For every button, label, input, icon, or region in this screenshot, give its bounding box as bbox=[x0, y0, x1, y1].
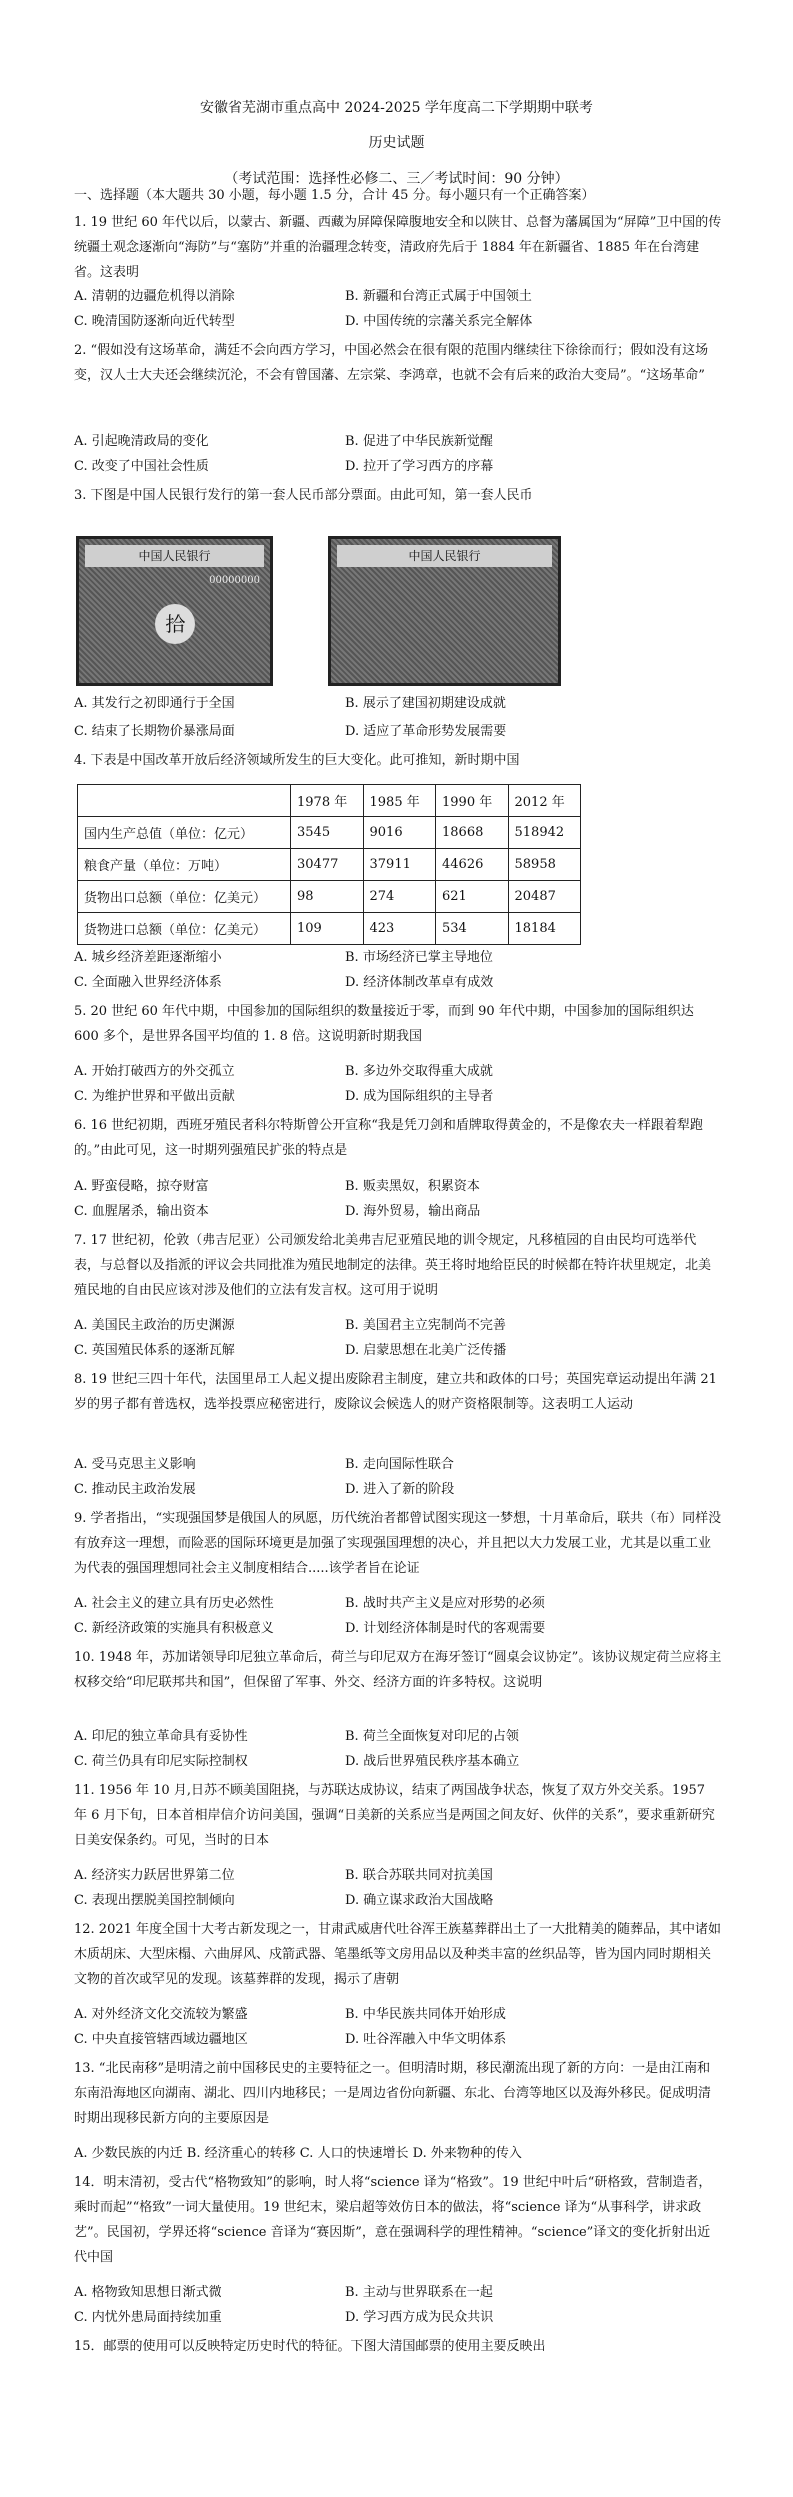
table-header-cell: 1985 年 bbox=[363, 785, 436, 817]
q5-option-d[interactable]: D. 成为国际组织的主导者 bbox=[345, 1089, 494, 1104]
table-cell: 274 bbox=[363, 881, 436, 913]
table-row bbox=[78, 817, 581, 849]
q3-option-d[interactable]: D. 适应了革命形势发展需要 bbox=[345, 724, 507, 739]
table-cell: 423 bbox=[363, 913, 436, 945]
exam-title: 安徽省芜湖市重点高中 2024-2025 学年度高二下学期期中联考 bbox=[200, 100, 593, 116]
q1-option-d[interactable]: D. 中国传统的宗藩关系完全解体 bbox=[345, 314, 533, 329]
q10-option-a[interactable]: A. 印尼的独立革命具有妥协性 bbox=[74, 1729, 248, 1744]
q4-option-a[interactable]: A. 城乡经济差距逐渐缩小 bbox=[74, 950, 222, 965]
table-header-cell: 2012 年 bbox=[508, 785, 581, 817]
table-header-cell: 1978 年 bbox=[291, 785, 364, 817]
q13-options[interactable]: A. 少数民族的内迁 B. 经济重心的转移 C. 人口的快速增长 D. 外来物种的传入 bbox=[74, 2146, 522, 2161]
q14-option-b[interactable]: B. 主动与世界联系在一起 bbox=[345, 2285, 493, 2300]
economic-data-table bbox=[77, 784, 581, 945]
q1-option-c[interactable]: C. 晚清国防逐渐向近代转型 bbox=[74, 314, 235, 329]
table-cell: 国内生产总值（单位：亿元） bbox=[78, 817, 291, 849]
question-12-stem: 12. 2021 年度全国十大考古新发现之一，甘肃武威唐代吐谷浑王族墓葬群出土了一大批精美的随葬品，其中诸如木质胡床、大型床榻、六曲屏风、戍箭武器、笔墨纸等文房用品以及种类丰富的丝织品等，皆为国内同时期相关文物的首次或罕见的发现。该墓葬群的发现，揭示了唐朝 bbox=[74, 1922, 722, 1987]
question-8-stem: 8. 19 世纪三四十年代，法国里昂工人起义提出废除君主制度，建立共和政体的口号；英国宪章运动提出年满 21 岁的男子都有普选权，选举投票应秘密进行，废除议会候选人的财产资格限制等。这表明工人运动 bbox=[74, 1372, 717, 1412]
table-header-row bbox=[78, 785, 581, 817]
table-cell: 44626 bbox=[436, 849, 509, 881]
banknote-1-value: 拾 bbox=[155, 604, 195, 644]
table-cell: 518942 bbox=[508, 817, 581, 849]
q3-option-c[interactable]: C. 结束了长期物价暴涨局面 bbox=[74, 724, 235, 739]
q12-option-c[interactable]: C. 中央直接管辖西域边疆地区 bbox=[74, 2032, 248, 2047]
exam-subject: 历史试题 bbox=[368, 135, 425, 151]
q10-option-b[interactable]: B. 荷兰全面恢复对印尼的占领 bbox=[345, 1729, 519, 1744]
q9-option-c[interactable]: C. 新经济政策的实施具有积极意义 bbox=[74, 1621, 274, 1636]
table-cell: 98 bbox=[291, 881, 364, 913]
q12-option-d[interactable]: D. 吐谷浑融入中华文明体系 bbox=[345, 2032, 507, 2047]
table-cell: 9016 bbox=[363, 817, 436, 849]
table-row bbox=[78, 913, 581, 945]
q6-option-d[interactable]: D. 海外贸易，输出商品 bbox=[345, 1204, 481, 1219]
question-11-stem: 11. 1956 年 10 月,日苏不顾美国阻挠，与苏联达成协议，结束了两国战争状态，恢复了双方外交关系。1957 年 6 月下旬，日本首相岸信介访问美国，强调“日美新的关系应当是两国之间友好、伙伴的关系”，要求重新研究日美安保条约。可见，当时的日本 bbox=[74, 1783, 715, 1848]
question-5-stem: 5. 20 世纪 60 年代中期，中国参加的国际组织的数量接近于零，而到 90 年代中期，中国参加的国际组织达 600 多个，是世界各国平均值的 1. 8 倍。这说明新时期我国 bbox=[74, 1004, 694, 1044]
table-cell: 30477 bbox=[291, 849, 364, 881]
table-cell: 粮食产量（单位：万吨） bbox=[78, 849, 291, 881]
q12-option-a[interactable]: A. 对外经济文化交流较为繁盛 bbox=[74, 2007, 248, 2022]
q7-option-b[interactable]: B. 美国君主立宪制尚不完善 bbox=[345, 1318, 506, 1333]
q9-option-d[interactable]: D. 计划经济体制是时代的客观需要 bbox=[345, 1621, 546, 1636]
q2-option-c[interactable]: C. 改变了中国社会性质 bbox=[74, 459, 209, 474]
q5-option-c[interactable]: C. 为维护世界和平做出贡献 bbox=[74, 1089, 235, 1104]
table-row bbox=[78, 849, 581, 881]
q1-option-b[interactable]: B. 新疆和台湾正式属于中国领土 bbox=[345, 289, 532, 304]
q8-option-a[interactable]: A. 受马克思主义影响 bbox=[74, 1457, 196, 1472]
question-14-stem: 14．明末清初，受古代“格物致知”的影响，时人将“science 译为“格致”。19 世纪中叶后“研格致，营制造者，乘时而起”“格致”一词大量使用。19 世纪末，梁启超等效仿日本的做法，将“science 译为“从事科学，讲求政艺”。民国初，学界还将“science 音译为“赛因斯”，意在强调科学的理性精神。“science”译文的变化折射出近代中国 bbox=[74, 2175, 712, 2265]
table-cell: 109 bbox=[291, 913, 364, 945]
q5-option-a[interactable]: A. 开始打破西方的外交孤立 bbox=[74, 1064, 235, 1079]
q7-option-a[interactable]: A. 美国民主政治的历史渊源 bbox=[74, 1318, 235, 1333]
q4-option-d[interactable]: D. 经济体制改革卓有成效 bbox=[345, 975, 494, 990]
section-heading: 一、选择题（本大题共 30 小题，每小题 1.5 分，合计 45 分。每小题只有一个正确答案） bbox=[74, 188, 595, 203]
q8-option-d[interactable]: D. 进入了新的阶段 bbox=[345, 1482, 455, 1497]
table-cell: 58958 bbox=[508, 849, 581, 881]
table-cell: 货物进口总额（单位：亿美元） bbox=[78, 913, 291, 945]
q7-option-d[interactable]: D. 启蒙思想在北美广泛传播 bbox=[345, 1343, 507, 1358]
banknote-1-serial: 00000000 bbox=[209, 575, 260, 586]
q6-option-b[interactable]: B. 贩卖黑奴，积累资本 bbox=[345, 1179, 480, 1194]
table-cell: 20487 bbox=[508, 881, 581, 913]
banknote-2-band: 中国人民银行 bbox=[337, 545, 552, 567]
q2-option-d[interactable]: D. 拉开了学习西方的序幕 bbox=[345, 459, 494, 474]
q8-option-c[interactable]: C. 推动民主政治发展 bbox=[74, 1482, 196, 1497]
table-cell: 货物出口总额（单位：亿美元） bbox=[78, 881, 291, 913]
q11-option-b[interactable]: B. 联合苏联共同对抗美国 bbox=[345, 1868, 493, 1883]
table-row bbox=[78, 881, 581, 913]
table-cell: 18668 bbox=[436, 817, 509, 849]
question-7-stem: 7. 17 世纪初，伦敦（弗吉尼亚）公司颁发给北美弗吉尼亚殖民地的训令规定，凡移植园的自由民均可选举代表，与总督以及指派的评议会共同批准为殖民地制定的法律。英王将时地给臣民的时候都在特许状里规定，北美殖民地的自由民应该对涉及他们的立法有发言权。这可用于说明 bbox=[74, 1233, 712, 1298]
q10-option-c[interactable]: C. 荷兰仍具有印尼实际控制权 bbox=[74, 1754, 248, 1769]
q5-option-b[interactable]: B. 多边外交取得重大成就 bbox=[345, 1064, 493, 1079]
q6-option-c[interactable]: C. 血腥屠杀，输出资本 bbox=[74, 1204, 209, 1219]
table-cell: 534 bbox=[436, 913, 509, 945]
question-9-stem: 9. 学者指出，“实现强国梦是俄国人的夙愿，历代统治者都曾试图实现这一梦想，十月革命后，联共（布）同样没有放弃这一理想，而险恶的国际环境更是加强了实现强国理想的决心，并且把以大力发展工业，尤其是以重工业为代表的强国理想同社会主义制度相结合.....该学者旨在论证 bbox=[74, 1511, 722, 1576]
table-cell: 621 bbox=[436, 881, 509, 913]
question-1-stem: 1. 19 世纪 60 年代以后，以蒙古、新疆、西藏为屏障保障腹地安全和以陕甘、总督为藩属国为“屏障”卫中国的传统疆土观念逐渐向“海防”与“塞防”并重的治疆理念转变，清政府先后于 1884 年在新疆省、1885 年在台湾建省。这表明 bbox=[74, 215, 722, 280]
q9-option-a[interactable]: A. 社会主义的建立具有历史必然性 bbox=[74, 1596, 274, 1611]
q4-option-b[interactable]: B. 市场经济已掌主导地位 bbox=[345, 950, 493, 965]
q1-option-a[interactable]: A. 清朝的边疆危机得以消除 bbox=[74, 289, 235, 304]
question-13-stem: 13. “北民南移”是明清之前中国移民史的主要特征之一。但明清时期，移民潮流出现了新的方向：一是由江南和东南沿海地区向湖南、湖北、四川内地移民；一是周边省份向新疆、东北、台湾等地区以及海外移民。促成明清时期出现移民新方向的主要原因是 bbox=[74, 2061, 712, 2126]
banknote-image-2 bbox=[328, 536, 561, 686]
table-cell: 37911 bbox=[363, 849, 436, 881]
q8-option-b[interactable]: B. 走向国际性联合 bbox=[345, 1457, 454, 1472]
question-10-stem: 10. 1948 年，苏加诺领导印尼独立革命后，荷兰与印尼双方在海牙签订“圆桌会议协定”。该协议规定荷兰应将主权移交给“印尼联邦共和国”，但保留了军事、外交、经济方面的许多特权。这说明 bbox=[74, 1650, 722, 1690]
question-6-stem: 6. 16 世纪初期，西班牙殖民者科尔特斯曾公开宣称“我是凭刀剑和盾牌取得黄金的，不是像农夫一样跟着犁跑的。”由此可见，这一时期列强殖民扩张的特点是 bbox=[74, 1118, 703, 1158]
question-3-stem: 3. 下图是中国人民银行发行的第一套人民币部分票面。由此可知，第一套人民币 bbox=[74, 488, 533, 503]
q11-option-a[interactable]: A. 经济实力跃居世界第二位 bbox=[74, 1868, 235, 1883]
q14-option-d[interactable]: D. 学习西方成为民众共识 bbox=[345, 2310, 494, 2325]
q6-option-a[interactable]: A. 野蛮侵略，掠夺财富 bbox=[74, 1179, 209, 1194]
q9-option-b[interactable]: B. 战时共产主义是应对形势的必须 bbox=[345, 1596, 545, 1611]
q12-option-b[interactable]: B. 中华民族共同体开始形成 bbox=[345, 2007, 506, 2022]
q7-option-c[interactable]: C. 英国殖民体系的逐渐瓦解 bbox=[74, 1343, 235, 1358]
q3-option-a[interactable]: A. 其发行之初即通行于全国 bbox=[74, 696, 235, 711]
q4-option-c[interactable]: C. 全面融入世界经济体系 bbox=[74, 975, 222, 990]
banknote-1-band: 中国人民银行 bbox=[85, 545, 264, 567]
q2-option-a[interactable]: A. 引起晚清政局的变化 bbox=[74, 434, 209, 449]
exam-info: （考试范围：选择性必修二、三／考试时间：90 分钟） bbox=[224, 171, 569, 187]
question-2-stem: 2. “假如没有这场革命，满廷不会向西方学习，中国必然会在很有限的范围内继续往下徐徐而行；假如没有这场变，汉人士大夫还会继续沉沦，不会有曾国藩、左宗棠、李鸿章，也就不会有后来的政治大变局”。“这场革命” bbox=[74, 343, 709, 383]
q3-option-b[interactable]: B. 展示了建国初期建设成就 bbox=[345, 696, 506, 711]
banknote-image-1 bbox=[76, 536, 273, 686]
table-header-cell: 1990 年 bbox=[436, 785, 509, 817]
q11-option-c[interactable]: C. 表现出摆脱美国控制倾向 bbox=[74, 1893, 235, 1908]
q10-option-d[interactable]: D. 战后世界殖民秩序基本确立 bbox=[345, 1754, 520, 1769]
q2-option-b[interactable]: B. 促进了中华民族新觉醒 bbox=[345, 434, 493, 449]
table-cell: 18184 bbox=[508, 913, 581, 945]
question-4-stem: 4. 下表是中国改革开放后经济领域所发生的巨大变化。此可推知，新时期中国 bbox=[74, 753, 520, 768]
table-cell: 3545 bbox=[291, 817, 364, 849]
question-15-stem: 15．邮票的使用可以反映特定历史时代的特征。下图大清国邮票的使用主要反映出 bbox=[74, 2339, 546, 2354]
q14-option-c[interactable]: C. 内忧外患局面持续加重 bbox=[74, 2310, 222, 2325]
table-header-cell bbox=[78, 785, 291, 817]
q11-option-d[interactable]: D. 确立谋求政治大国战略 bbox=[345, 1893, 494, 1908]
q14-option-a[interactable]: A. 格物致知思想日渐式微 bbox=[74, 2285, 222, 2300]
